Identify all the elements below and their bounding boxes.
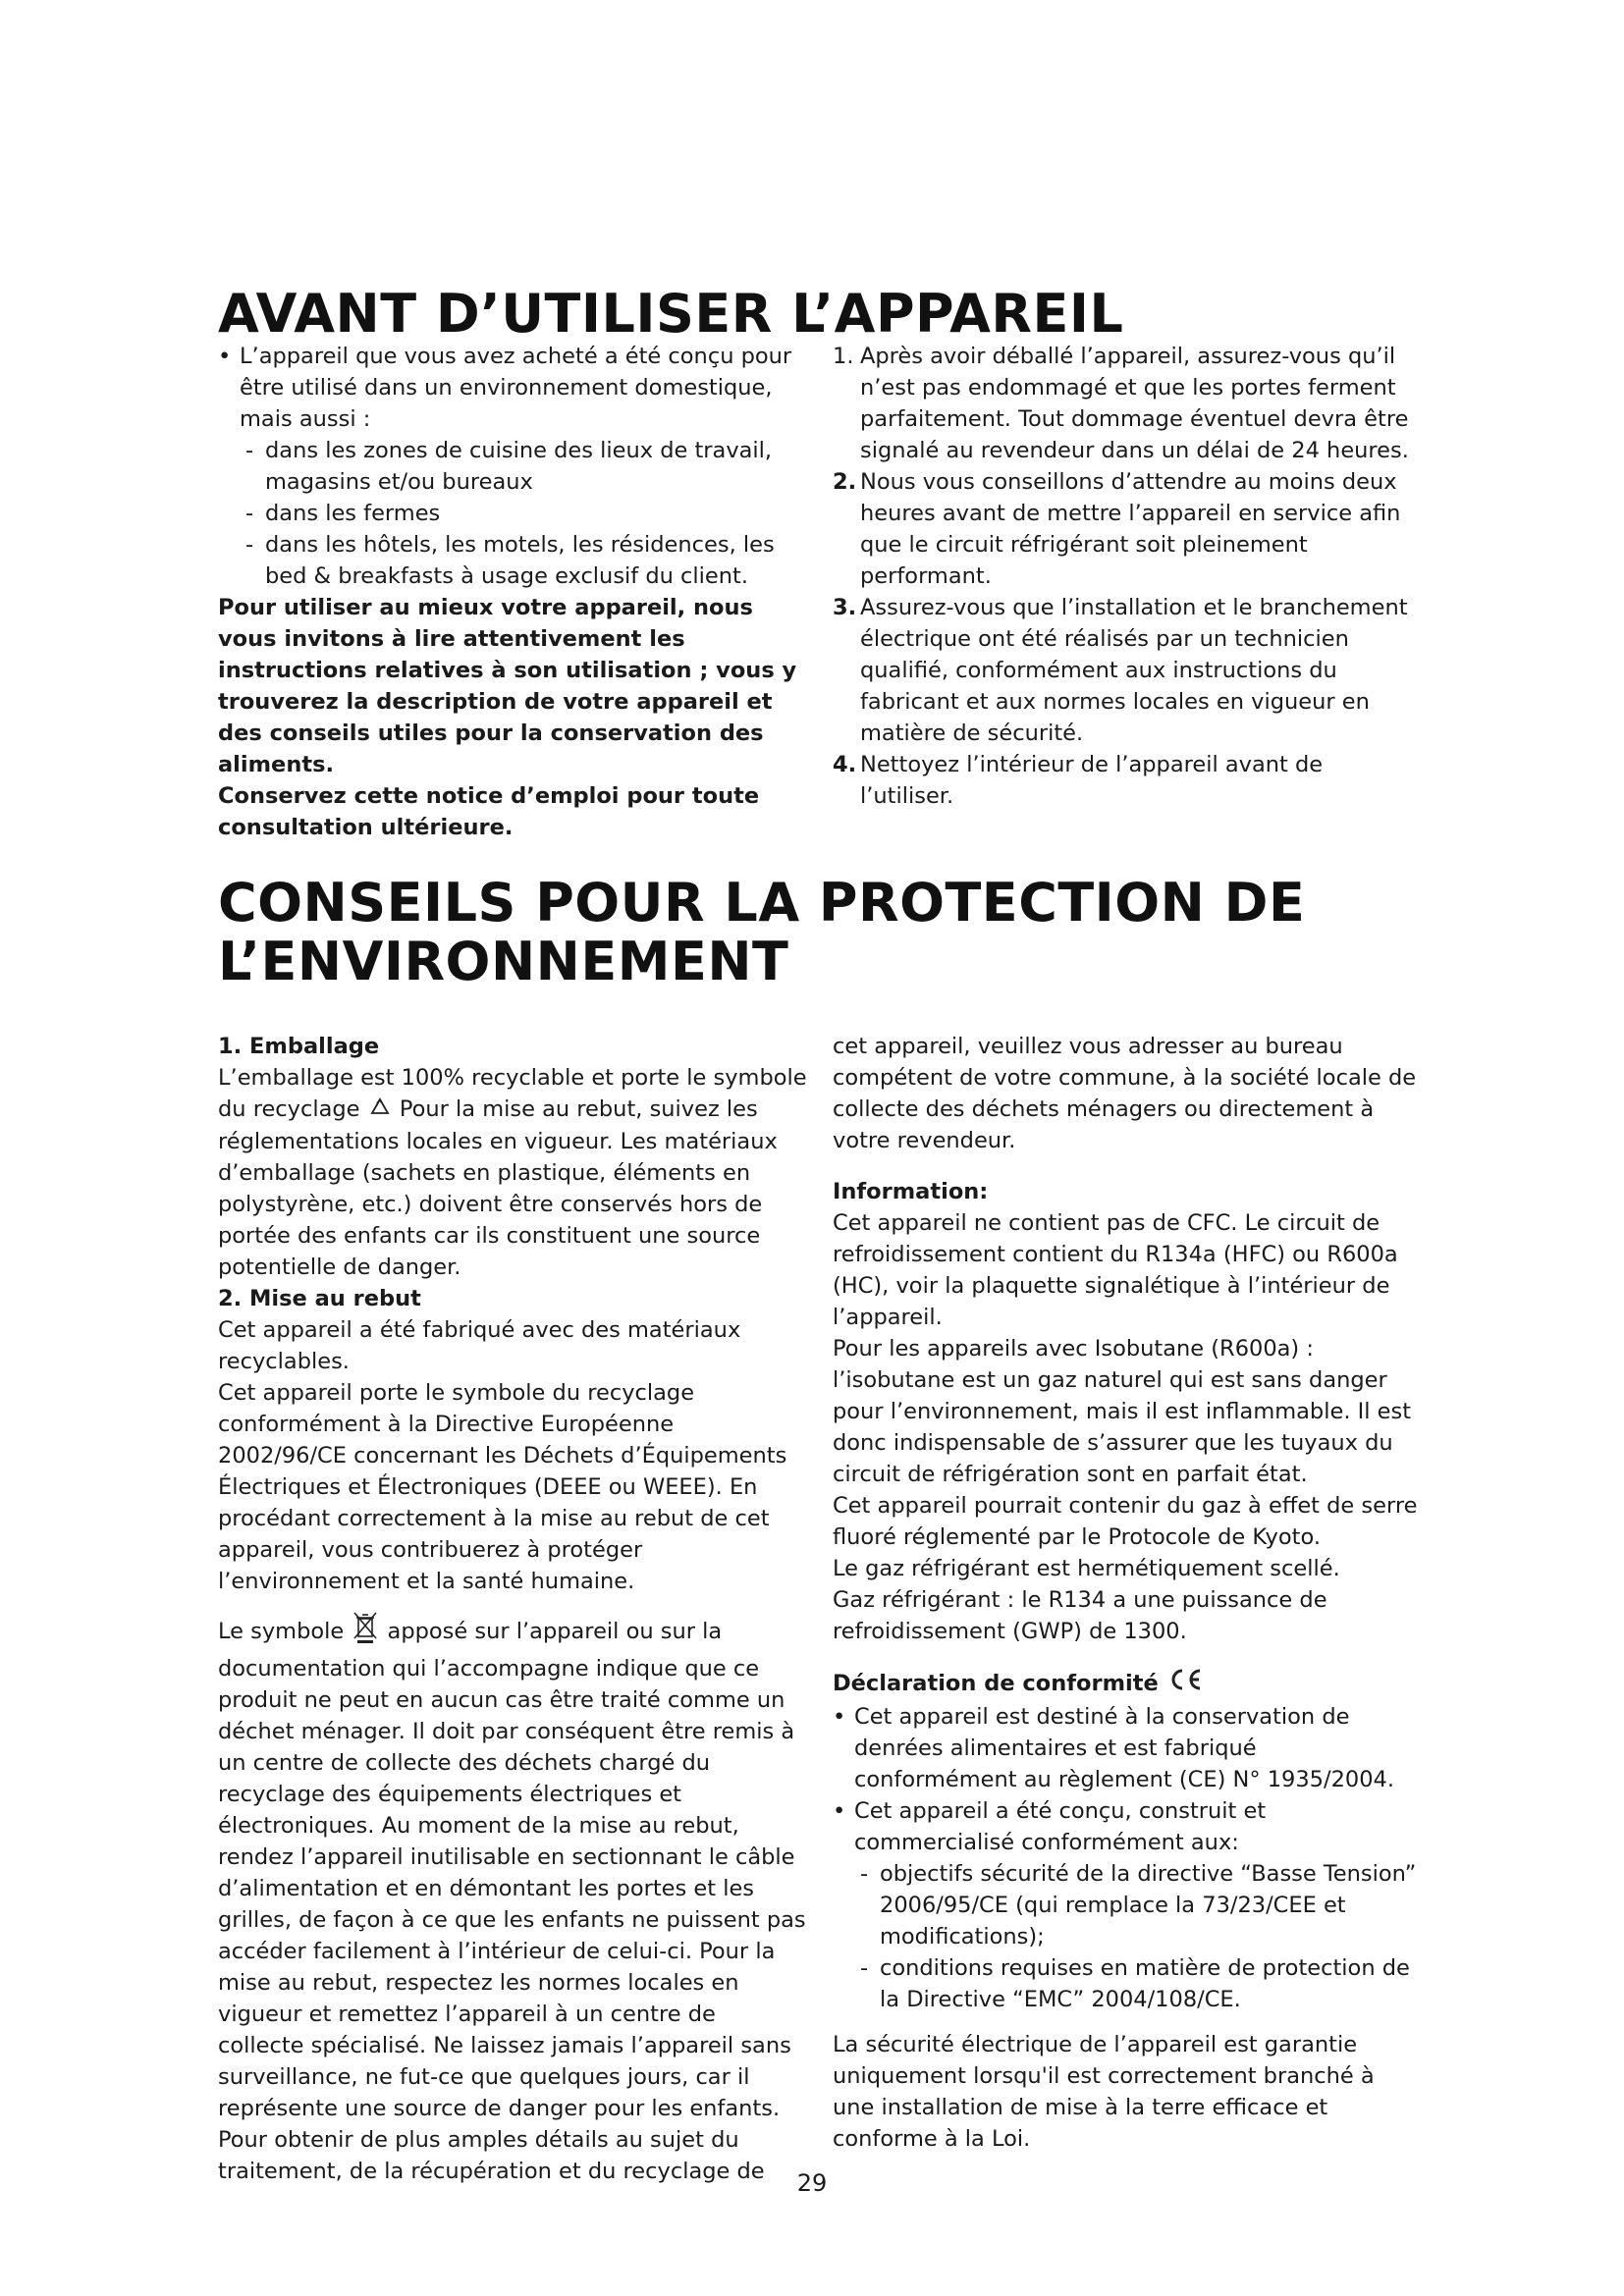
section-title-environment: CONSEILS POUR LA PROTECTION DE L’ENVIRONNEMENT — [218, 872, 1306, 992]
item-number: 4. — [833, 752, 857, 777]
section2-left-column — [218, 1031, 807, 2187]
numbered-item — [833, 592, 1422, 749]
section-title-before-use: AVANT D’UTILISER L’APPAREIL — [218, 283, 1124, 345]
intro-bullet: • L’appareil que vous avez acheté a été conçu pour être utilisé dans un environnement domestique, mais aussi : — [218, 341, 807, 435]
item-text: Nous vous conseillons d’attendre au moins deux heures avant de mettre l’appareil en service afin que le circuit réfrigérant soit pleinement performant. — [860, 469, 1401, 589]
information-gwp: Gaz réfrigérant : le R134 a une puissance de refroidissement (GWP) de 1300. — [833, 1587, 1327, 1644]
crossed-bin-icon — [352, 1611, 378, 1653]
usage-item-hotels: - dans les hôtels, les motels, les résidences, les bed & breakfasts à usage exclusif du client. — [218, 529, 807, 592]
conformity-bullet-food: • Cet appareil est destiné à la conservation de denrées alimentaires et est fabriqué conformément au règlement (CE) N° 1935/2004. — [833, 1701, 1422, 1795]
usage-item-farms: - dans les fermes — [218, 498, 807, 529]
keep-manual-notice: Conservez cette notice d’emploi pour toute consultation ultérieure. — [218, 783, 760, 840]
disposal-heading: 2. Mise au rebut — [218, 1285, 421, 1311]
weee-paragraph — [218, 1611, 807, 2187]
numbered-item — [833, 749, 1422, 812]
electrical-safety-paragraph: La sécurité électrique de l’appareil est garantie uniquement lorsqu'il est correctement branché à une installation de mise à la terre efficace et conforme à la Loi. — [833, 2032, 1375, 2152]
information-isobutane: Pour les appareils avec Isobutane (R600a) : l’isobutane est un gaz naturel qui est sans danger pour l’environnement, mais il est inflammable. Il est donc indispensable de s’assurer que les tuyaux du circuit de réfrigération sont en parfait état. — [833, 1336, 1412, 1487]
disposal-paragraph-1: Cet appareil a été fabriqué avec des matériaux recyclables. — [218, 1316, 741, 1374]
section1-left-column — [218, 341, 807, 843]
section2-right-column — [833, 1031, 1422, 2155]
weee-text-end: apposé sur l’appareil ou sur la documentation qui l’accompagne indique que ce produit ne peut en aucun cas être traité comme un déchet ménager. Il doit par conséquent être remis à un centre de collecte des déchets chargé du recyclage des équipements électriques et électroniques. Au moment de la mise au rebut, rendez l’appareil inutilisable en sectionnant le câble d’alimentation et en démontant les portes et les grilles, de façon à ce que les enfants ne puissent pas accéder facilement à l’intérieur de celui-ci. Pour la mise au rebut, respectez les normes locales en vigueur et remettez l’appareil à un centre de collecte spécialisé. Ne laissez jamais l’appareil sans surveillance, ne fut-ce que quelques jours, car il représente une source de danger pour les enfants. Pour obtenir de plus amples détails au sujet du traitement, de la récupération et du recyclage de — [218, 1618, 806, 2184]
item-text: Assurez-vous que l’installation et le branchement électrique ont été réalisés par un technicien qualifié, conformément aux instructions du fabricant et aux normes locales en vigueur en matière de sécurité. — [860, 595, 1408, 746]
information-heading: Information: — [833, 1179, 989, 1204]
packaging-paragraph — [218, 1062, 807, 1283]
conformity-bullet-design: • Cet appareil a été conçu, construit et commercialisé conformément aux: — [833, 1795, 1422, 1858]
item-number: 2. — [833, 469, 857, 495]
page-number: 29 — [796, 2169, 828, 2197]
conformity-heading-line — [833, 1667, 1422, 1701]
numbered-item — [833, 341, 1422, 466]
packaging-heading: 1. Emballage — [218, 1034, 380, 1059]
ce-mark-icon — [1167, 1667, 1203, 1701]
item-text: Après avoir déballé l’appareil, assurez-vous qu’il n’est pas endommagé et que les portes ferment parfaitement. Tout dommage éventuel devra être signalé au revendeur dans un délai de 24 heures. — [860, 344, 1409, 463]
packaging-text-end: Pour la mise au rebut, suivez les réglementations locales en vigueur. Les matériaux d’emballage (sachets en plastique, éléments en polystyrène, etc.) doivent être conservés hors de portée des enfants car ils constituent une source potentielle de danger. — [218, 1096, 778, 1280]
item-number: 3. — [833, 595, 857, 620]
information-sealed: Le gaz réfrigérant est hermétiquement scellé. — [833, 1556, 1340, 1581]
item-number: 1. — [833, 344, 854, 369]
information-kyoto: Cet appareil pourrait contenir du gaz à effet de serre fluoré réglementé par le Protocole de Kyoto. — [833, 1493, 1418, 1550]
recycle-icon — [369, 1095, 391, 1126]
conformity-low-voltage: - objectifs sécurité de la directive “Basse Tension” 2006/95/CE (qui remplace la 73/23/CEE et modifications); — [833, 1858, 1422, 1952]
conformity-heading: Déclaration de conformité — [833, 1671, 1159, 1696]
item-text: Nettoyez l’intérieur de l’appareil avant de l’utiliser. — [860, 752, 1324, 809]
read-instructions-notice: Pour utiliser au mieux votre appareil, nous vous invitons à lire attentivement les instructions relatives à son utilisation ; vous y trouverez la description de votre appareil et des conseils utiles pour la conservation des aliments. — [218, 595, 797, 777]
weee-text-start: Le symbole — [218, 1618, 345, 1644]
section1-right-column — [833, 341, 1422, 812]
conformity-emc: - conditions requises en matière de protection de la Directive “EMC” 2004/108/CE. — [833, 1952, 1422, 2015]
numbered-item — [833, 466, 1422, 592]
information-cfc: Cet appareil ne contient pas de CFC. Le circuit de refroidissement contient du R134a (HFC) ou R600a (HC), voir la plaquette signalétique à l’intérieur de l’appareil. — [833, 1210, 1398, 1330]
disposal-paragraph-2: Cet appareil porte le symbole du recyclage conformément à la Directive Européenne 2002/96/CE concernant les Déchets d’Équipements Électriques et Électroniques (DEEE ou WEEE). En procédant correctement à la mise au rebut de cet appareil, vous contribuerez à protéger l’environnement et la santé humaine. — [218, 1379, 787, 1594]
disposal-contact-paragraph: cet appareil, veuillez vous adresser au bureau compétent de votre commune, à la société locale de collecte des déchets ménagers ou directement à votre revendeur. — [833, 1034, 1417, 1153]
packaging-text-start: L’emballage est 100% recyclable et porte le symbole du recyclage — [218, 1065, 807, 1122]
usage-item-workplace: - dans les zones de cuisine des lieux de travail, magasins et/ou bureaux — [218, 435, 807, 498]
